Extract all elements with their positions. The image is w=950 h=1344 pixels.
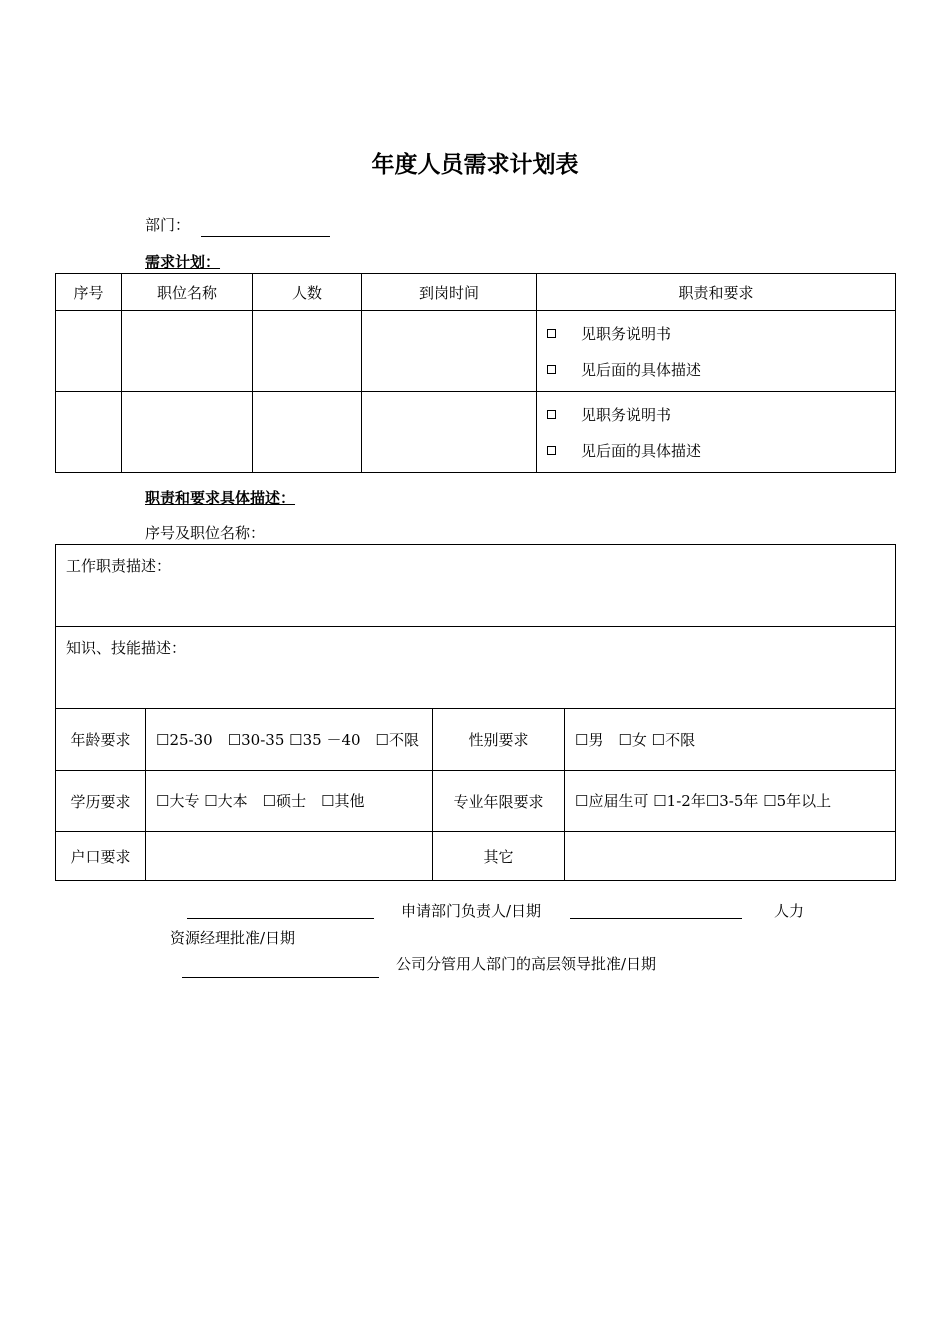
checkbox-icon[interactable] bbox=[547, 329, 556, 338]
option-detailed-description[interactable] bbox=[537, 351, 895, 387]
age-label: 年龄要求 bbox=[56, 709, 146, 771]
gender-label: 性别要求 bbox=[433, 709, 565, 771]
age-gender-row bbox=[56, 709, 896, 771]
col-header-responsibilities: 职责和要求 bbox=[537, 274, 896, 311]
gender-options[interactable]: ☐男 ☐女 ☐不限 bbox=[565, 709, 896, 771]
skills-label: 知识、技能描述： bbox=[66, 639, 187, 657]
dept-head-signature-label: 申请部门负责人/日期 bbox=[401, 902, 542, 920]
hr-manager-label-suffix: 资源经理批准/日期 bbox=[170, 929, 296, 947]
option-detailed-description[interactable] bbox=[537, 432, 895, 468]
plan-section-heading: 需求计划： bbox=[145, 253, 221, 271]
education-label: 学历要求 bbox=[56, 771, 146, 832]
dept-head-signature-line[interactable] bbox=[187, 918, 374, 919]
duties-label: 工作职责描述： bbox=[66, 557, 172, 575]
other-field[interactable] bbox=[565, 832, 896, 881]
hukou-field[interactable] bbox=[146, 832, 433, 881]
checkbox-icon[interactable] bbox=[547, 365, 556, 374]
department-label: 部门： bbox=[145, 216, 191, 234]
option-label: 见后面的具体描述 bbox=[581, 360, 702, 379]
duties-field[interactable] bbox=[56, 545, 896, 627]
position-cell[interactable] bbox=[122, 311, 253, 392]
option-job-description[interactable] bbox=[537, 396, 895, 432]
responsibilities-cell bbox=[537, 311, 896, 392]
seq-cell[interactable] bbox=[56, 392, 122, 473]
option-job-description[interactable] bbox=[537, 315, 895, 351]
seq-position-label: 序号及职位名称： bbox=[145, 524, 266, 542]
col-header-seq: 序号 bbox=[56, 274, 122, 311]
other-label: 其它 bbox=[433, 832, 565, 881]
position-cell[interactable] bbox=[122, 392, 253, 473]
experience-options[interactable]: ☐应届生可 ☐1-2年☐3-5年 ☐5年以上 bbox=[565, 771, 896, 832]
headcount-cell[interactable] bbox=[253, 311, 362, 392]
arrival-date-cell[interactable] bbox=[362, 311, 537, 392]
duties-row bbox=[56, 545, 896, 627]
col-header-headcount: 人数 bbox=[253, 274, 362, 311]
age-options[interactable]: ☐25-30 ☐30-35 ☐35 －40 ☐不限 bbox=[146, 709, 433, 771]
arrival-date-cell[interactable] bbox=[362, 392, 537, 473]
detail-table bbox=[55, 544, 896, 881]
education-experience-row bbox=[56, 771, 896, 832]
page-title: 年度人员需求计划表 bbox=[371, 152, 579, 178]
headcount-cell[interactable] bbox=[253, 392, 362, 473]
table-row bbox=[56, 392, 896, 473]
skills-field[interactable] bbox=[56, 627, 896, 709]
col-header-arrival-date: 到岗时间 bbox=[362, 274, 537, 311]
detail-section-heading: 职责和要求具体描述： bbox=[145, 489, 296, 507]
hukou-other-row bbox=[56, 832, 896, 881]
hukou-label: 户口要求 bbox=[56, 832, 146, 881]
option-label: 见后面的具体描述 bbox=[581, 441, 702, 460]
option-label: 见职务说明书 bbox=[581, 324, 672, 343]
senior-leader-signature-line[interactable] bbox=[182, 977, 379, 978]
skills-row bbox=[56, 627, 896, 709]
plan-table bbox=[55, 273, 896, 473]
plan-table-header bbox=[56, 274, 896, 311]
col-header-position: 职位名称 bbox=[122, 274, 253, 311]
seq-cell[interactable] bbox=[56, 311, 122, 392]
experience-label: 专业年限要求 bbox=[433, 771, 565, 832]
checkbox-icon[interactable] bbox=[547, 446, 556, 455]
table-row bbox=[56, 311, 896, 392]
checkbox-icon[interactable] bbox=[547, 410, 556, 419]
hr-manager-label-prefix: 人力 bbox=[774, 902, 805, 920]
hr-manager-signature-line[interactable] bbox=[570, 918, 742, 919]
education-options[interactable]: ☐大专 ☐大本 ☐硕士 ☐其他 bbox=[146, 771, 433, 832]
department-field[interactable] bbox=[201, 236, 330, 237]
responsibilities-cell bbox=[537, 392, 896, 473]
option-label: 见职务说明书 bbox=[581, 405, 672, 424]
senior-leader-signature-label: 公司分管用人部门的高层领导批准/日期 bbox=[396, 955, 657, 973]
